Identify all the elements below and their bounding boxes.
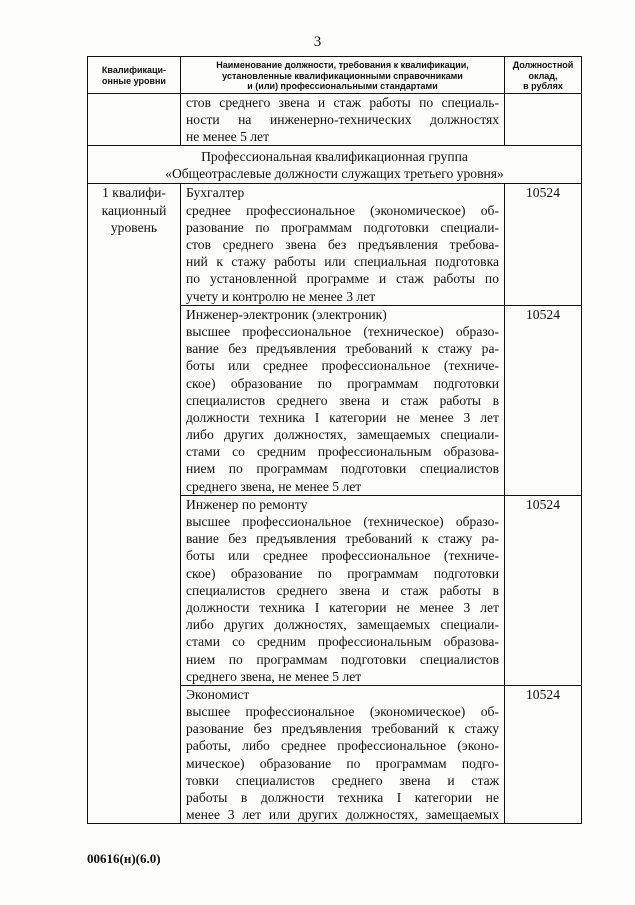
text-line: специалистов среднего звена и стаж работы в (186, 392, 499, 408)
text-line: не менее 5 лет (186, 128, 270, 144)
text-line: среднее профессиональное (экономическое) об- (186, 202, 499, 218)
continued-level-cell (88, 93, 181, 146)
text-line: по установленной программе и стаж работы по (186, 271, 499, 287)
text-line: стов среднего звена без предъявления требова- (186, 237, 499, 252)
table-header-row (88, 57, 582, 94)
text-line: боты или среднее профессиональное (техниче- (186, 358, 499, 374)
position-text-cell (181, 184, 505, 305)
header-line: установленные квалификационными справочниками (222, 70, 463, 81)
header-position-requirements (181, 57, 505, 94)
text-line: боты или среднее профессиональное (техниче- (186, 548, 499, 564)
position-text-cell (181, 495, 505, 685)
continued-salary-cell (505, 93, 582, 146)
header-line: онные уровни (102, 75, 166, 86)
text-line: высшее профессиональное (техническое) образо- (186, 323, 499, 339)
text-line: разование по программам подготовки специали- (186, 219, 499, 235)
text-line: менее 3 лет или других должностях, замещаемых (186, 807, 499, 823)
position-title: Экономист (186, 686, 250, 702)
text-line: стами со средним профессиональным образова- (186, 444, 499, 460)
page-number: 3 (313, 34, 322, 50)
group-row (88, 146, 582, 184)
continued-text-cell (181, 93, 505, 146)
level-line: 1 квалифи- (102, 185, 166, 201)
text-line: стами со средним профессиональным образова- (186, 634, 499, 650)
salary-cell: 10524 (505, 685, 582, 824)
group-title-line: «Общеотраслевые должности служащих третьего уровня» (165, 166, 504, 182)
position-text-cell (181, 685, 505, 824)
salary-cell: 10524 (505, 495, 582, 685)
level-line: уровень (110, 219, 158, 235)
text-line: высшее профессиональное (техническое) образо- (186, 514, 499, 529)
text-line: среднего звена, не менее 5 лет (186, 668, 362, 684)
text-line: стов среднего звена и стаж работы по специаль- (186, 94, 499, 110)
level-line: кационный (101, 202, 167, 218)
group-title-line: Профессиональная квалификационная группа (201, 149, 468, 165)
text-line: специалистов среднего звена и стаж работы в (186, 582, 499, 598)
header-line: оклад, (528, 70, 558, 81)
header-salary (505, 57, 582, 94)
position-title: Бухгалтер (186, 185, 245, 201)
text-line: нием по программам подготовки специалистов (186, 651, 499, 667)
header-line: Наименование должности, требования к квалификации, (216, 60, 469, 70)
text-line: работы в должности техника I категории не (186, 790, 499, 805)
text-line: ний к стажу работы или специальная подготовка (186, 254, 499, 270)
text-line: должности техника I категории не менее 3 лет (186, 599, 499, 615)
position-text-cell (181, 305, 505, 495)
salary-cell: 10524 (505, 305, 582, 495)
text-line: среднего звена, не менее 5 лет (186, 478, 362, 494)
qualification-table (87, 56, 582, 824)
text-line: работы, либо среднее профессиональное (эконо- (186, 738, 499, 754)
text-line: мическое) образование по программам подго- (186, 755, 499, 771)
text-line: товки специалистов среднего звена и стаж (186, 772, 499, 788)
position-row-accountant (88, 184, 582, 305)
text-line: высшее профессиональное (экономическое) об- (186, 704, 499, 720)
header-line: в рублях (523, 81, 563, 91)
text-line: разование без предъявления требований к стажу (186, 721, 499, 737)
position-title: Инженер по ремонту (186, 496, 308, 512)
document-code: 00616(н)(6.0) (87, 851, 161, 866)
text-line: вание без предъявления требований к стажу ра- (186, 531, 499, 547)
text-line: ское) образование по программам подготовки (186, 565, 499, 581)
header-line: Квалификаци- (101, 65, 167, 76)
text-line: ности на инженерно-технических должностях (186, 111, 499, 127)
header-line: Должностной (512, 60, 574, 70)
text-line: должности техника I категории не менее 3 лет (186, 409, 499, 425)
qualification-level-cell (88, 184, 181, 824)
position-title: Инженер-электроник (электроник) (186, 306, 387, 322)
text-line: либо других должностях, замещаемых специали- (186, 617, 499, 633)
continued-row (88, 93, 582, 146)
group-title-cell (88, 146, 582, 184)
text-line: либо других должностях, замещаемых специали- (186, 427, 499, 443)
header-qualification-levels (88, 57, 181, 94)
header-line: и (или) профессиональными стандартами (247, 81, 438, 91)
text-line: вание без предъявления требований к стажу ра- (186, 341, 499, 357)
text-line: ское) образование по программам подготовки (186, 375, 499, 391)
text-line: нием по программам подготовки специалистов (186, 461, 499, 477)
text-line: учету и контролю не менее 3 лет (186, 288, 376, 304)
salary-cell: 10524 (505, 184, 582, 305)
